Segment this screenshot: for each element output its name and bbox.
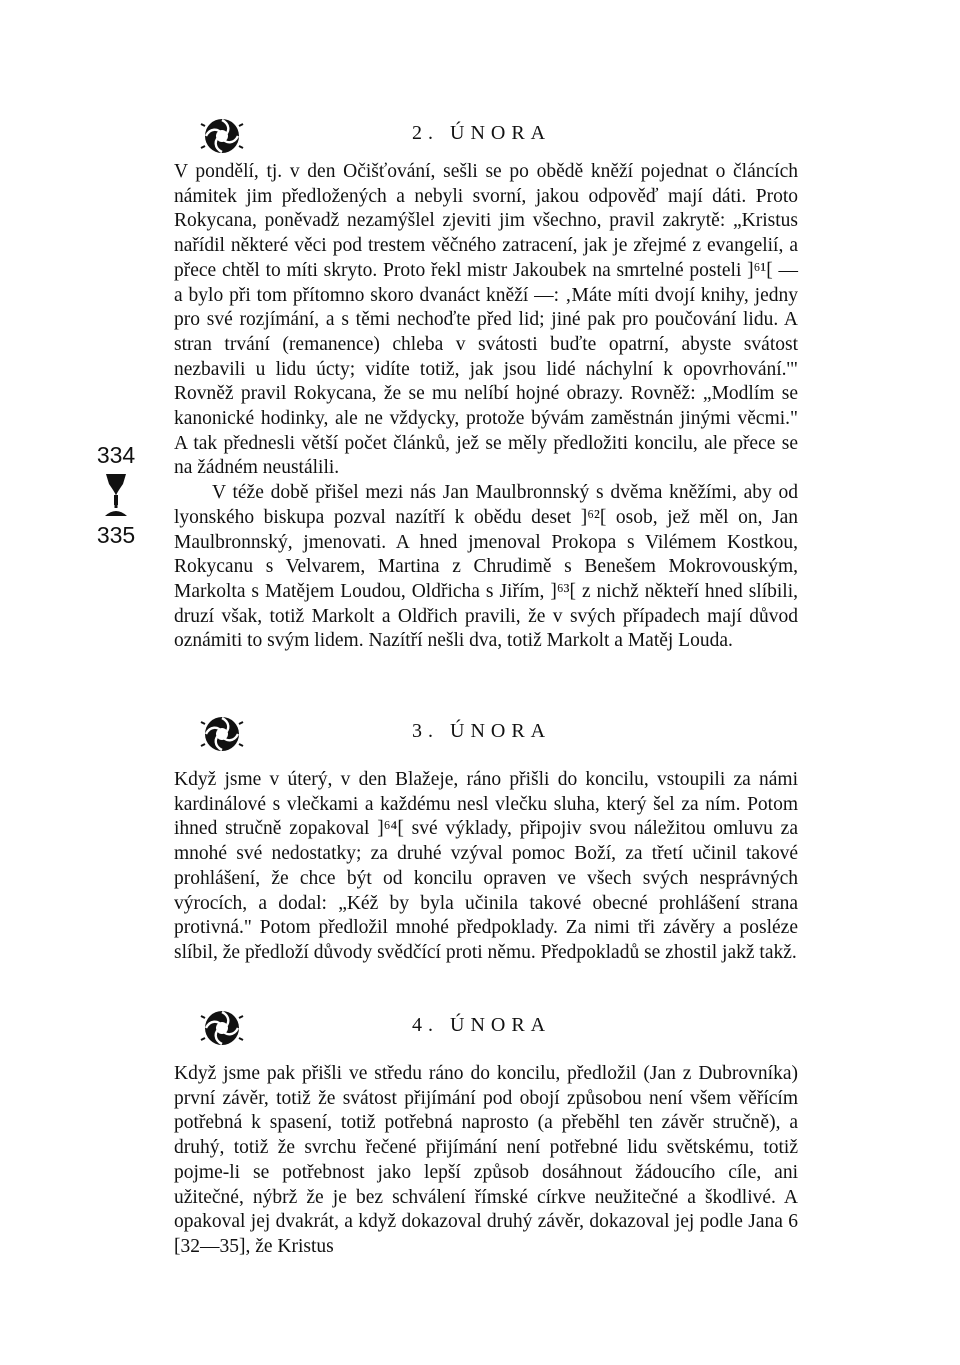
paragraph: V téže době přišel mezi nás Jan Maulbronnský s dvěma kněžími, aby od lyonského biskupa pozval nazítří k obědu deset ]⁶²[ osob, jež měl on, Jan Maulbronnský, jmenovati. A hned jmenoval Prokopa s Vilémem Kostkou, Rokycanu s Velvarem, Martina z Chrudimě s Benešem Mokrovouským, Markolta s Matějem Loudou, Oldřicha s Jiřím, ]⁶³[ z nichž někteří hned slíbili, druzí však, totiž Markolt a Oldřich pravili, že v svých případech mají důvod oznámiti to svým lidem. Nazítří nešli dva, totiž Markolt a Matěj Louda. [174, 482, 798, 652]
paragraph: V pondělí, tj. v den Očišťování, sešli se po obědě kněží pojednat o článcích námitek jim předložených a nebyli svorní, jakou odpověď mají dáti. Proto Rokycana, poněvadž nezamýšlel zjeviti jim všechno, pravil zakrytě: „Kristus nařídil některé věci pod trestem věčného zatracení, jak je zřejmé z evangelií, a přece chtěl to míti skryto. Proto řekl mistr Jakoubek na smrtelné posteli ]⁶¹[ — a bylo při tom přítomno skoro dvanáct kněží —: ‚Máte míti dvojí knihy, jedny pro své rozjímání, a s těmi nechoďte před lid; jiné pak pro poučování lidu. A stran trvání (remanence) chleba v svátosti buďte opatrní, abyste svátost nezbavili u lidu úcty; vidíte totiž, jak jsou lidé náchylní k opovrhování.'" Rovněž pravil Rokycana, že se mu nelíbí hojné obrazy. Rovněž: „Modlím se kanonické hodinky, ale ne vždycky, protože bývám zaměstnán jinými věcmi." A tak přednesli větší počet článků, jež se měly předložiti koncilu, ale přece se na žádném neustálili. [174, 161, 798, 479]
section-heading-3 [200, 1006, 800, 1050]
page-number-from: 334 [96, 442, 136, 468]
swirl-ornament-icon [200, 712, 244, 756]
swirl-ornament-icon [200, 1006, 244, 1050]
section-title: 4. ÚNORA [412, 1014, 552, 1036]
section-body-3 [174, 1062, 798, 1260]
section-body-2 [174, 768, 798, 966]
chalice-icon [103, 472, 129, 518]
section-heading-2 [200, 712, 800, 756]
page-number-to: 335 [96, 522, 136, 548]
paragraph: Když jsme v úterý, v den Blažeje, ráno přišli do koncilu, vstoupili za námi kardinálové s vlečkami a každému nesl vlečku sluha, který šel za ním. Potom ihned stručně zopakoval ]⁶⁴[ své výklady, připojiv svou náležitou omluvu za mnohé své nedostatky; za druhé vzýval pomoc Boží, za třetí učinil takové prohlášení, že chce být od koncilu opraven ve všech svých nesprávných výrocích, a dodal: „Kéž by byla učinila takové obecné prohlášení strana protivná." Potom předložil mnohé předpoklady. Za nimi tři závěry a posléze slíbil, že předloží důvody svědčící proti němu. Předpokladů se zhostil jakž takž. [174, 769, 798, 963]
swirl-ornament-icon [200, 114, 244, 158]
section-title: 3. ÚNORA [412, 720, 552, 742]
paragraph: Když jsme pak přišli ve středu ráno do koncilu, předložil (Jan z Dubrovníka) první závěr, totiž že svátost přijímání pod obojí způsobou není všem věřícím potřebná k spasení, totiž potřebná naprosto (a přeběhl ten závěr stručně), a druhý, totiž že svrchu řečené přijímání není potřebné lidu světskému, totiž pojme-li se potřebnost jako lepší způsob dosáhnout žádoucího cíle, ani užitečné, nýbrž že je bez schválení římské církve neužitečné a škodlivé. A opakoval jej dvakrát, a když dokazoval druhý závěr, dokazoval jej podle Jana 6 [32—35], že Kristus [174, 1063, 798, 1257]
section-title: 2. ÚNORA [412, 122, 552, 144]
section-body-1 [174, 160, 798, 654]
page-number-marker [86, 442, 146, 548]
section-heading-1 [200, 114, 800, 158]
